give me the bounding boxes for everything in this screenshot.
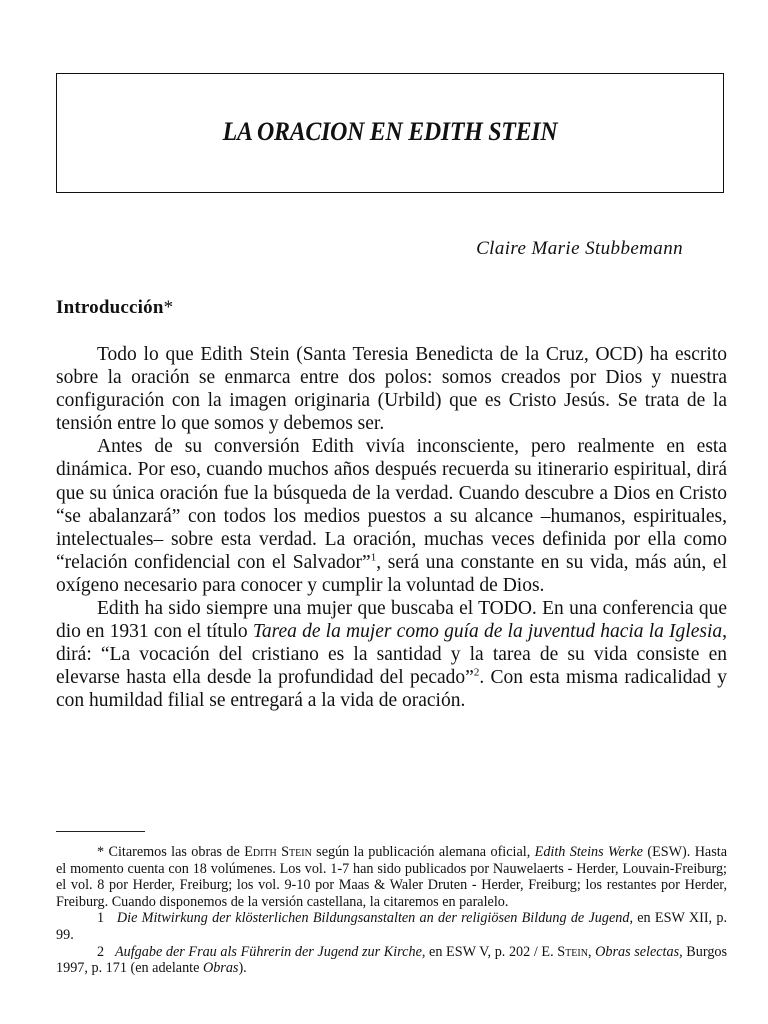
footnote-text: en ESW XII, p. 99. [56, 910, 728, 943]
paragraph-3 [56, 597, 727, 712]
footnote-marker: 1 [97, 910, 105, 927]
paragraph-text: , dirá: “La vocación del cristiano es la santidad y la tarea de su vida consiste en elevarse hasta ella desde la profundidad del pecado” [56, 621, 727, 689]
footnote-marker: * [163, 297, 174, 318]
footnote-2 [56, 944, 727, 977]
footnote-text: ). [238, 960, 247, 977]
footnotes [56, 844, 727, 977]
paragraph-text: , será una constante en su vida, más aún, el oxígeno necesario para conocer y cumplir la voluntad de Dios. [56, 551, 727, 596]
paragraph-text: Antes de su conversión Edith vivía inconsciente, pero realmente en esta dinámica. Por eso, cuando muchos años después recuerda su itinerario espiritual, dirá que su única oración fue la búsqueda de la verdad. Cuando descubre a Dios en Cristo “se abalanzará” con todos los medios puestos a su alcance –humanos, espirituales, intelectuales– sobre esta verdad. La oración, muchas veces definida por ella como “relación confidencial con el Salvador” [56, 436, 727, 573]
paragraph-text: Todo lo que Edith Stein (Santa Teresia Benedicta de la Cruz, OCD) ha escrito sobre la oración se enmarca entre dos polos: somos creados por Dios y nuestra configuración con la imagen originaria (Urbild) que es Cristo Jesús. Se trata de la tensión entre lo que somos y debemos ser. [56, 344, 727, 435]
italic-title: Obras [202, 960, 239, 977]
paragraph-2 [56, 435, 727, 597]
footnote-ref: 1 [370, 551, 377, 564]
italic-title: Tarea de la mujer como guía de la juventud hacia la Iglesia [252, 621, 723, 643]
paragraph-1 [56, 343, 727, 435]
article-body [56, 343, 727, 713]
footnote-divider [56, 831, 145, 832]
footnote-marker: * [97, 844, 105, 860]
footnote-text: , [587, 943, 596, 960]
footnote-star [56, 844, 727, 910]
footnote-marker: 2 [97, 943, 105, 960]
author-smallcaps: Stein [557, 943, 588, 960]
paragraph-text: . Con esta misma radicalidad y con humildad filial se entregará a la vida de oración. [56, 667, 728, 712]
italic-title: Aufgabe der Frau als Führerin der Jugend zur Kirche, [114, 943, 426, 960]
footnote-ref: 2 [473, 666, 480, 679]
footnote-text: (ESW). Hasta el momento cuenta con 18 volúmenes. Los vol. 1-7 han sido publicados por Nauwelaerts - Herder, Louvain-Freiburg; el vol. 8 por Herder, Freiburg; los vol. 9-10 por Maas & Waler Druten - Herder, Freiburg; los restantes por Herder, Freiburg. Cuando disponemos de la versión castellana, la citaremos en paralelo. [56, 844, 727, 910]
section-heading-text: Introducción [56, 297, 164, 318]
footnote-text: Burgos 1997, p. 171 (en adelante [56, 943, 728, 977]
footnote-text: según la publicación alemana oficial, [311, 844, 535, 860]
footnote-text: en ESW V, p. 202 / E. [425, 943, 558, 960]
section-heading [56, 297, 173, 319]
title-box [56, 73, 724, 193]
footnote-1 [56, 910, 727, 943]
author-smallcaps: Edith Stein [244, 844, 312, 860]
italic-title: Die Mitwirkung der klösterlichen Bildungsanstalten an der religiösen Bildung de Jugend, [116, 910, 633, 927]
italic-title: Obras selectas, [595, 943, 683, 960]
author-name: Claire Marie Stubbemann [476, 238, 683, 259]
paragraph-text: Edith ha sido siempre una mujer que buscaba el TODO. En una conferencia que dio en 1931 con el título [56, 598, 727, 643]
article-title: LA ORACION EN EDITH STEIN [222, 117, 558, 146]
footnote-text: Citaremos las obras de [104, 844, 245, 860]
italic-title: Edith Steins Werke [534, 844, 643, 860]
